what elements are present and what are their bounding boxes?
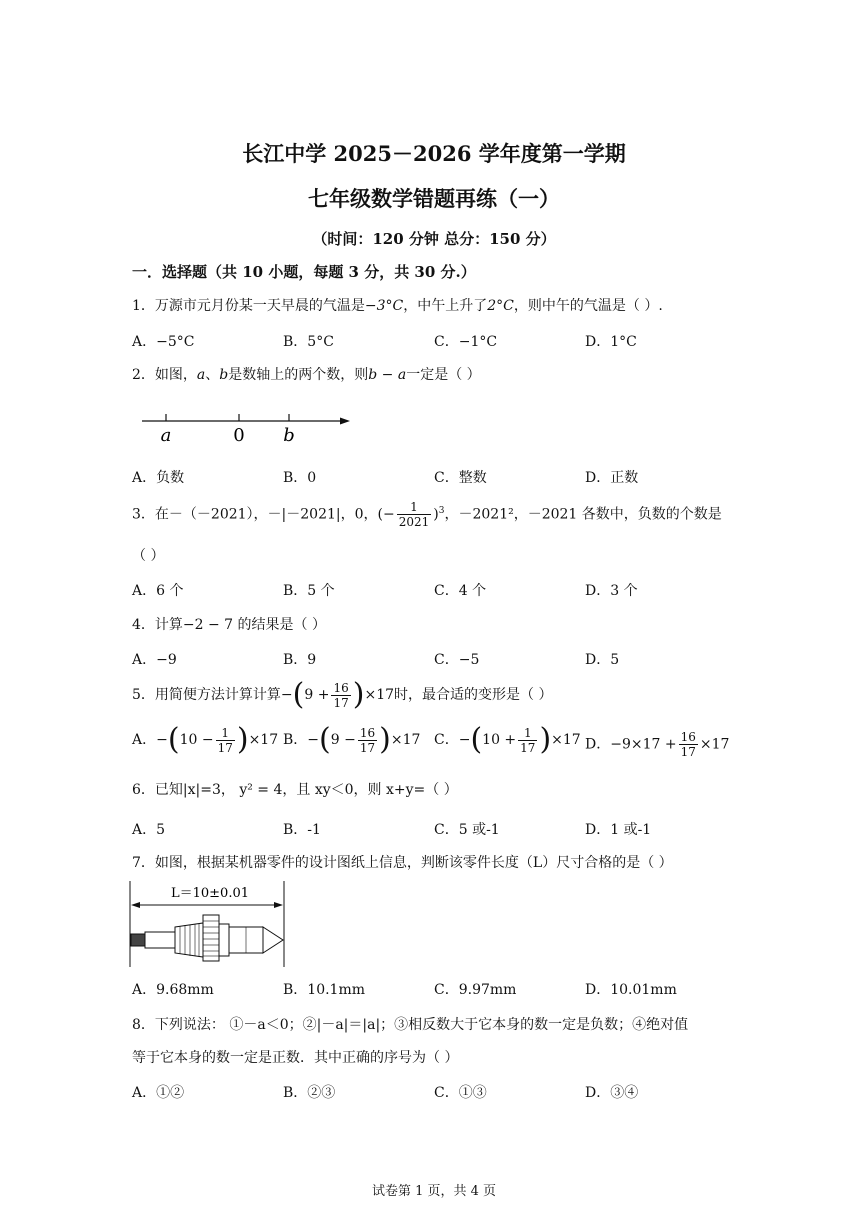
question-1 (132, 295, 663, 315)
q4-option-d: D．5 (585, 652, 620, 668)
q2-stem-b: 是数轴上的两个数，则 (228, 367, 369, 383)
q5-d-pre: −9×17 + (610, 736, 677, 753)
q5-paren-open: ( (292, 677, 305, 712)
q5-d-post: ×17 (699, 736, 730, 753)
q5-c-in: 10 + (482, 732, 517, 748)
q6-option-d: D．1 或-1 (585, 822, 652, 838)
q5-b-post: ×17 (390, 732, 421, 748)
q5-expr-in: 9 + (304, 687, 330, 703)
q5-frac-num: 16 (333, 680, 349, 695)
q7-option-c: C．9.97mm (434, 982, 517, 998)
q5-stem-a: 5．用简便方法计算计算 (132, 687, 281, 703)
question-8-line1: 8．下列说法： ①－a＜0；②|－a|＝|a|；③相反数大于它本身的数一定是负数；④绝对值 (132, 1017, 689, 1033)
q3-option-a: A．6 个 (132, 583, 184, 599)
number-line-arrow (340, 418, 350, 425)
q2-separator: 、 (205, 367, 220, 383)
q3-frac-den: 2021 (398, 515, 430, 529)
dimension-arrow-left (131, 902, 140, 908)
q5-stem-b: 时，最合适的变形是（ ） (394, 687, 553, 703)
q5-c-num: 1 (518, 726, 537, 741)
q5-d-den: 17 (680, 745, 696, 759)
q1-option-c: C．−1°C (434, 334, 498, 350)
q5-d-label: D． (585, 736, 611, 753)
q5-a-pre: − (156, 732, 168, 748)
q5-a-num: 1 (216, 726, 235, 741)
q1-value-1: −3°C (364, 298, 404, 314)
q5-c-den: 17 (520, 740, 536, 755)
dimension-arrow-right (274, 902, 283, 908)
q6-option-b: B．-1 (283, 822, 321, 838)
q5-d-fraction (679, 730, 698, 759)
q5-b-den: 17 (359, 740, 376, 755)
q5-fraction (331, 681, 350, 710)
machine-part-figure (128, 879, 292, 969)
q3-stem-a: 3．在－（－2021），－|－2021|，0， (132, 506, 378, 523)
q5-option-d (585, 730, 729, 759)
q2-stem-c: 一定是（ ） (406, 367, 481, 383)
q8-option-d: D．③④ (585, 1085, 639, 1101)
q5-c-fraction (518, 726, 537, 755)
q5-a-fraction (216, 726, 235, 755)
q5-expr-pre: − (280, 687, 293, 703)
q5-d-num: 16 (680, 730, 696, 744)
q5-b-fraction (358, 726, 377, 755)
title-line2: 七年级数学错题再练（一） (308, 186, 560, 211)
title-line1: 长江中学 2025－2026 学年度第一学期 (242, 141, 626, 166)
q2-option-c: C．整数 (434, 470, 487, 486)
q5-c-paren-close: ) (539, 722, 552, 757)
q7-option-d: D．10.01mm (585, 982, 677, 998)
q3-fraction (397, 500, 432, 529)
axis-label-zero: 0 (233, 425, 245, 446)
q5-b-paren-close: ) (379, 722, 391, 757)
question-2 (132, 364, 481, 384)
page-footer: 试卷第 1 页，共 4 页 (371, 1184, 497, 1199)
q2-expression: b − a (368, 367, 407, 383)
q4-option-b: B．9 (283, 652, 317, 668)
axis-label-b: b (283, 425, 295, 446)
q5-a-post: ×17 (248, 732, 279, 748)
q1-option-d: D．1°C (585, 334, 637, 350)
q1-option-a: A．−5°C (132, 334, 195, 350)
question-3 (132, 500, 722, 529)
q5-c-label: C． (434, 732, 459, 748)
q1-option-b: B．5°C (283, 334, 334, 350)
q7-option-b: B．10.1mm (283, 982, 366, 998)
q8-option-b: B．②③ (283, 1085, 336, 1101)
q2-stem-a: 2．如图， (132, 367, 197, 383)
question-4: 4．计算−2 − 7 的结果是（ ） (132, 617, 326, 633)
q5-b-in: 9 − (330, 732, 356, 748)
q5-a-paren-open: ( (167, 722, 180, 757)
section-heading: 一．选择题（共 10 小题，每题 3 分，共 30 分.） (132, 263, 476, 281)
q3-option-c: C．4 个 (434, 583, 487, 599)
q2-option-a: A．负数 (132, 470, 185, 486)
q5-a-den: 17 (217, 740, 233, 755)
q3-option-b: B．5 个 (283, 583, 335, 599)
q1-stem-b: ，中午上升了 (403, 298, 488, 314)
part-drawing (131, 915, 283, 961)
q3-stem-c: （ ） (132, 548, 165, 564)
q5-option-b (283, 722, 421, 757)
q8-option-a: A．①② (132, 1085, 185, 1101)
q5-expr-post: ×17 (364, 687, 395, 703)
number-line-figure (138, 406, 353, 446)
dimension-label: L＝10±0.01 (170, 886, 250, 901)
question-7: 7．如图，根据某机器零件的设计图纸上信息，判断该零件长度（L）尺寸合格的是（ ） (132, 855, 673, 871)
q1-value-2: 2°C (487, 298, 514, 314)
q2-var-b: b (219, 367, 229, 383)
q3-stem-b: ，－2021²，－2021 各数中，负数的个数是 (444, 506, 722, 523)
q8-option-c: C．①③ (434, 1085, 487, 1101)
q5-option-a (132, 722, 279, 757)
q3-option-d: D．3 个 (585, 583, 638, 599)
q5-a-paren-close: ) (236, 722, 249, 757)
q5-b-num: 16 (359, 725, 376, 740)
q5-b-label: B． (283, 732, 308, 748)
q5-a-label: A． (132, 732, 157, 748)
q1-stem-a: 1．万源市元月份某一天早晨的气温是 (132, 298, 365, 314)
q4-option-c: C．−5 (434, 652, 480, 668)
q4-option-a: A．−9 (132, 652, 177, 668)
q5-b-pre: − (307, 732, 320, 748)
q5-option-c (434, 722, 581, 757)
q3-paren-open: (− (377, 506, 395, 523)
q6-option-c: C．5 或-1 (434, 822, 500, 838)
question-6: 6．已知|x|=3， y² = 4，且 xy＜0，则 x+y=（ ） (132, 782, 458, 798)
q5-a-in: 10 − (179, 732, 214, 748)
q5-c-pre: − (458, 732, 471, 748)
q7-option-a: A．9.68mm (132, 982, 214, 998)
q2-option-b: B．0 (283, 470, 317, 486)
question-5 (132, 677, 553, 712)
q2-option-d: D．正数 (585, 470, 639, 486)
q1-stem-c: ，则中午的气温是（ ）. (513, 298, 663, 314)
q5-c-post: ×17 (551, 732, 581, 748)
q5-frac-den: 17 (333, 695, 349, 710)
question-8-line2: 等于它本身的数一定是正数．其中正确的序号为（ ） (132, 1050, 459, 1066)
q5-paren-close: ) (352, 677, 365, 712)
exam-info: （时间：120 分钟 总分：150 分） (312, 230, 556, 248)
q3-paren-close: ) (433, 506, 439, 523)
q3-frac-num: 1 (397, 500, 432, 515)
q5-c-paren-open: ( (470, 722, 483, 757)
q2-var-a: a (196, 367, 206, 383)
q6-option-a: A．5 (132, 822, 166, 838)
axis-label-a: a (160, 425, 172, 446)
q5-b-paren-open: ( (319, 722, 331, 757)
q3-power: 3 (438, 505, 445, 516)
